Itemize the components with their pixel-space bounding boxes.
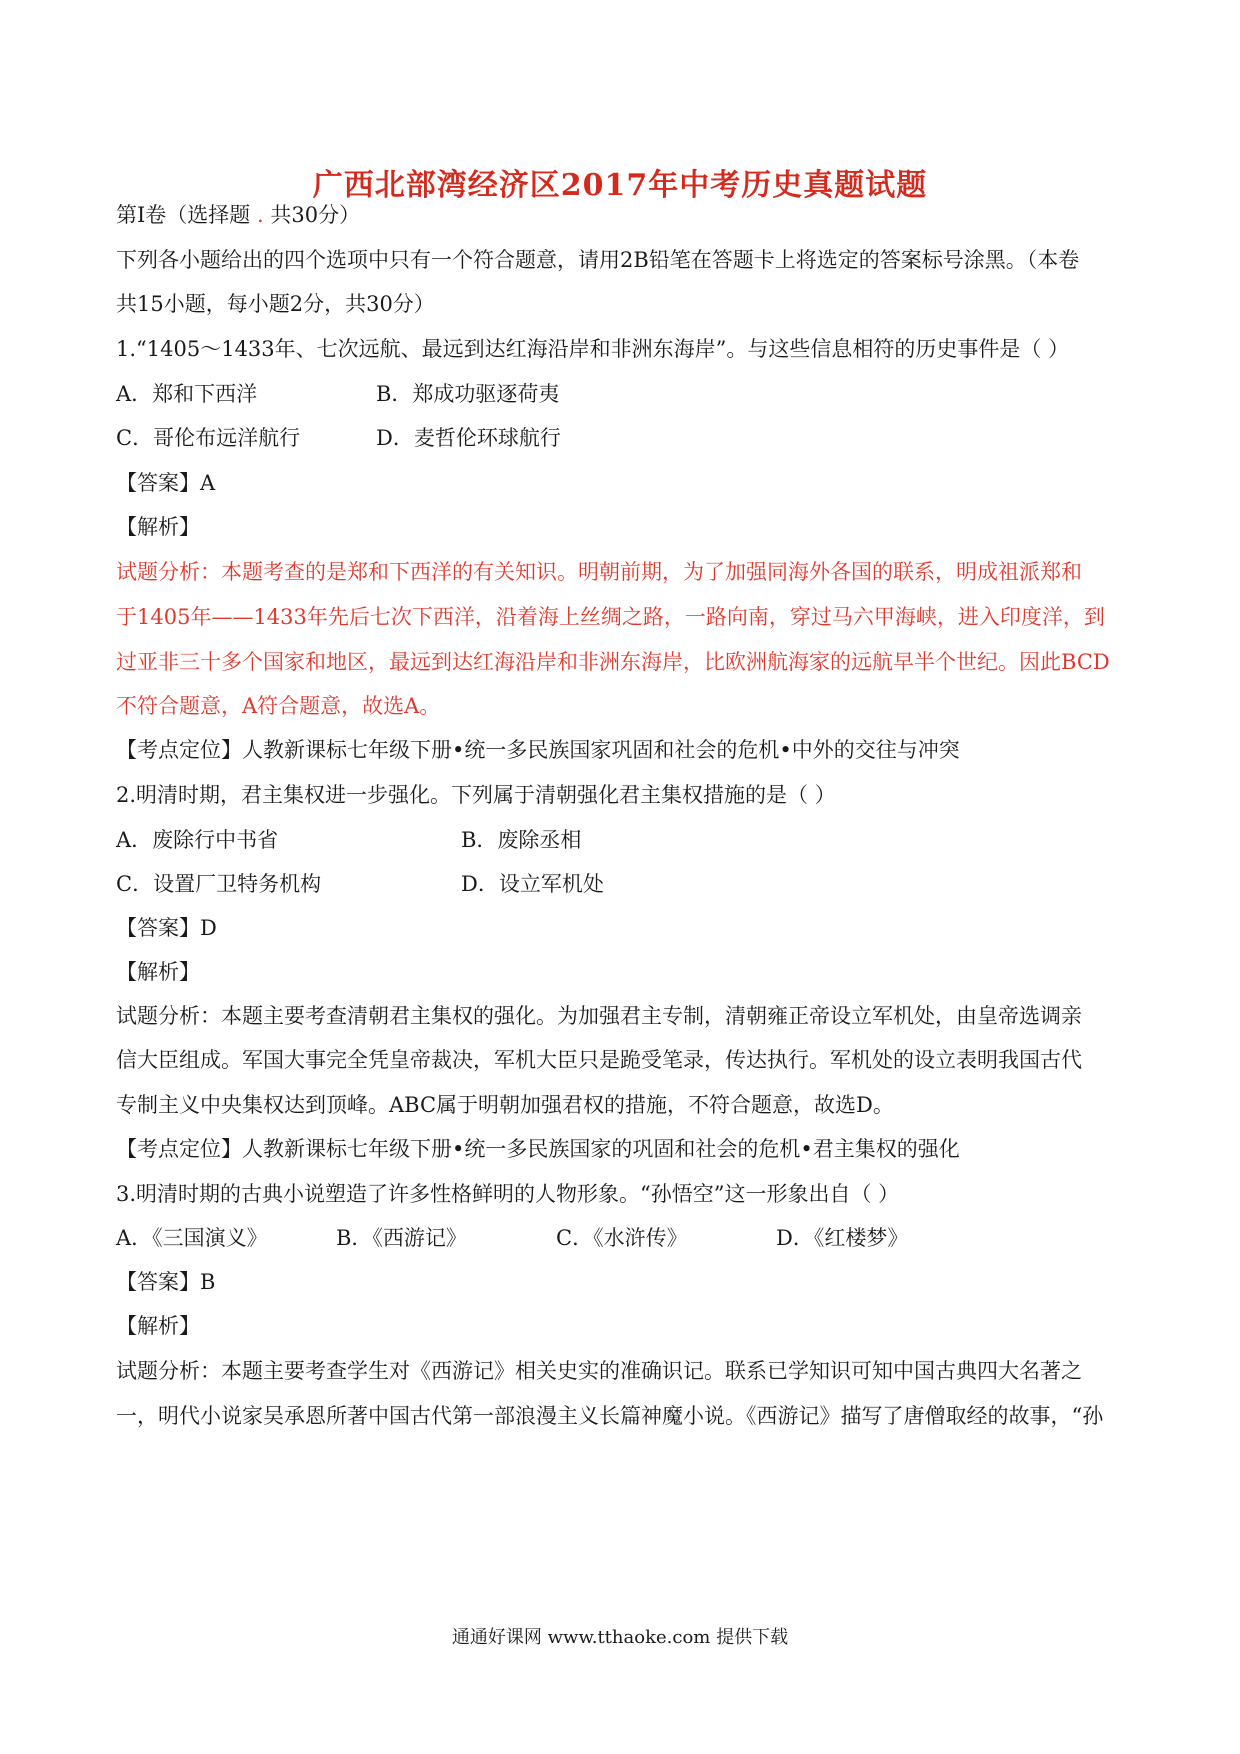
q1-analysis-line-1: 试题分析：本题考查的是郑和下西洋的有关知识。明朝前期，为了加强同海外各国的联系，明成祖派郑和 [116, 560, 1082, 584]
q3-analysis-line-2: 一，明代小说家吴承恩所著中国古代第一部浪漫主义长篇神魔小说。《西游记》描写了唐僧取经的故事，“孙 [116, 1404, 1104, 1428]
q1-analysis-line-4: 不符合题意，A符合题意，故选A。 [116, 694, 441, 718]
question-2-stem: 2.明清时期，君主集权进一步强化。下列属于清朝强化君主集权措施的是（ ） [116, 783, 836, 807]
q2-kaodian: 【考点定位】人教新课标七年级下册•统一多民族国家的巩固和社会的危机•君主集权的强化 [116, 1137, 960, 1161]
page-title: 广西北部湾经济区2017年中考历史真题试题 [312, 168, 928, 203]
section-separator: . [256, 203, 264, 227]
q3-analysis-label: 【解析】 [116, 1314, 200, 1338]
q1-analysis-label: 【解析】 [116, 515, 200, 539]
q2-option-c: C．设置厂卫特务机构 [116, 872, 322, 896]
q2-option-a: A．废除行中书省 [116, 828, 279, 852]
question-1-stem: 1.“1405～1433年、七次远航、最远到达红海沿岸和非洲东海岸”。与这些信息相符的历史事件是（ ） [116, 337, 1070, 361]
page-footer: 通通好课网 www.tthaoke.com 提供下载 [451, 1627, 789, 1648]
q3-option-b: B．《西游记》 [336, 1226, 467, 1250]
q3-option-d: D．《红楼梦》 [776, 1226, 909, 1250]
question-3-stem: 3.明清时期的古典小说塑造了许多性格鲜明的人物形象。“孙悟空”这一形象出自（ ） [116, 1182, 900, 1206]
q3-option-c: C．《水浒传》 [556, 1226, 688, 1250]
q2-analysis-line-1: 试题分析：本题主要考查清朝君主集权的强化。为加强君主专制，清朝雍正帝设立军机处，由皇帝选调亲 [116, 1004, 1082, 1028]
q2-answer: 【答案】D [116, 916, 217, 940]
q1-analysis-line-3: 过亚非三十多个国家和地区，最远到达红海沿岸和非洲东海岸，比欧洲航海家的远航早半个世纪。因此BCD [116, 650, 1110, 674]
q2-option-b: B．废除丞相 [461, 828, 582, 852]
section-header [116, 205, 360, 226]
q1-option-b: B．郑成功驱逐荷夷 [376, 382, 560, 406]
q1-analysis-line-2: 于1405年——1433年先后七次下西洋，沿着海上丝绸之路，一路向南，穿过马六甲海峡，进入印度洋，到 [116, 605, 1105, 629]
instruction-line-2: 共15小题，每小题2分，共30分） [116, 292, 435, 316]
section-label-a: 第Ⅰ卷（选择题 [116, 203, 251, 227]
q2-analysis-line-2: 信大臣组成。军国大事完全凭皇帝裁决，军机大臣只是跪受笔录，传达执行。军机处的设立表明我国古代 [116, 1048, 1082, 1072]
q1-kaodian: 【考点定位】人教新课标七年级下册•统一多民族国家巩固和社会的危机•中外的交往与冲突 [116, 738, 960, 762]
q2-analysis-label: 【解析】 [116, 960, 200, 984]
q1-answer: 【答案】A [116, 471, 216, 495]
q1-option-c: C．哥伦布远洋航行 [116, 426, 301, 450]
q3-option-a: A．《三国演义》 [116, 1226, 268, 1250]
q2-analysis-line-3: 专制主义中央集权达到顶峰。ABC属于明朝加强君权的措施，不符合题意，故选D。 [116, 1093, 894, 1117]
instruction-line-1: 下列各小题给出的四个选项中只有一个符合题意，请用2B铅笔在答题卡上将选定的答案标号涂黑。（本卷 [116, 248, 1080, 272]
q1-option-d: D．麦哲伦环球航行 [376, 426, 561, 450]
q3-analysis-line-1: 试题分析：本题主要考查学生对《西游记》相关史实的准确识记。联系已学知识可知中国古典四大名著之 [116, 1359, 1082, 1383]
q3-answer: 【答案】B [116, 1270, 216, 1294]
q2-option-d: D．设立军机处 [461, 872, 604, 896]
section-label-b: 共30分） [270, 203, 361, 227]
q1-option-a: A．郑和下西洋 [116, 382, 258, 406]
